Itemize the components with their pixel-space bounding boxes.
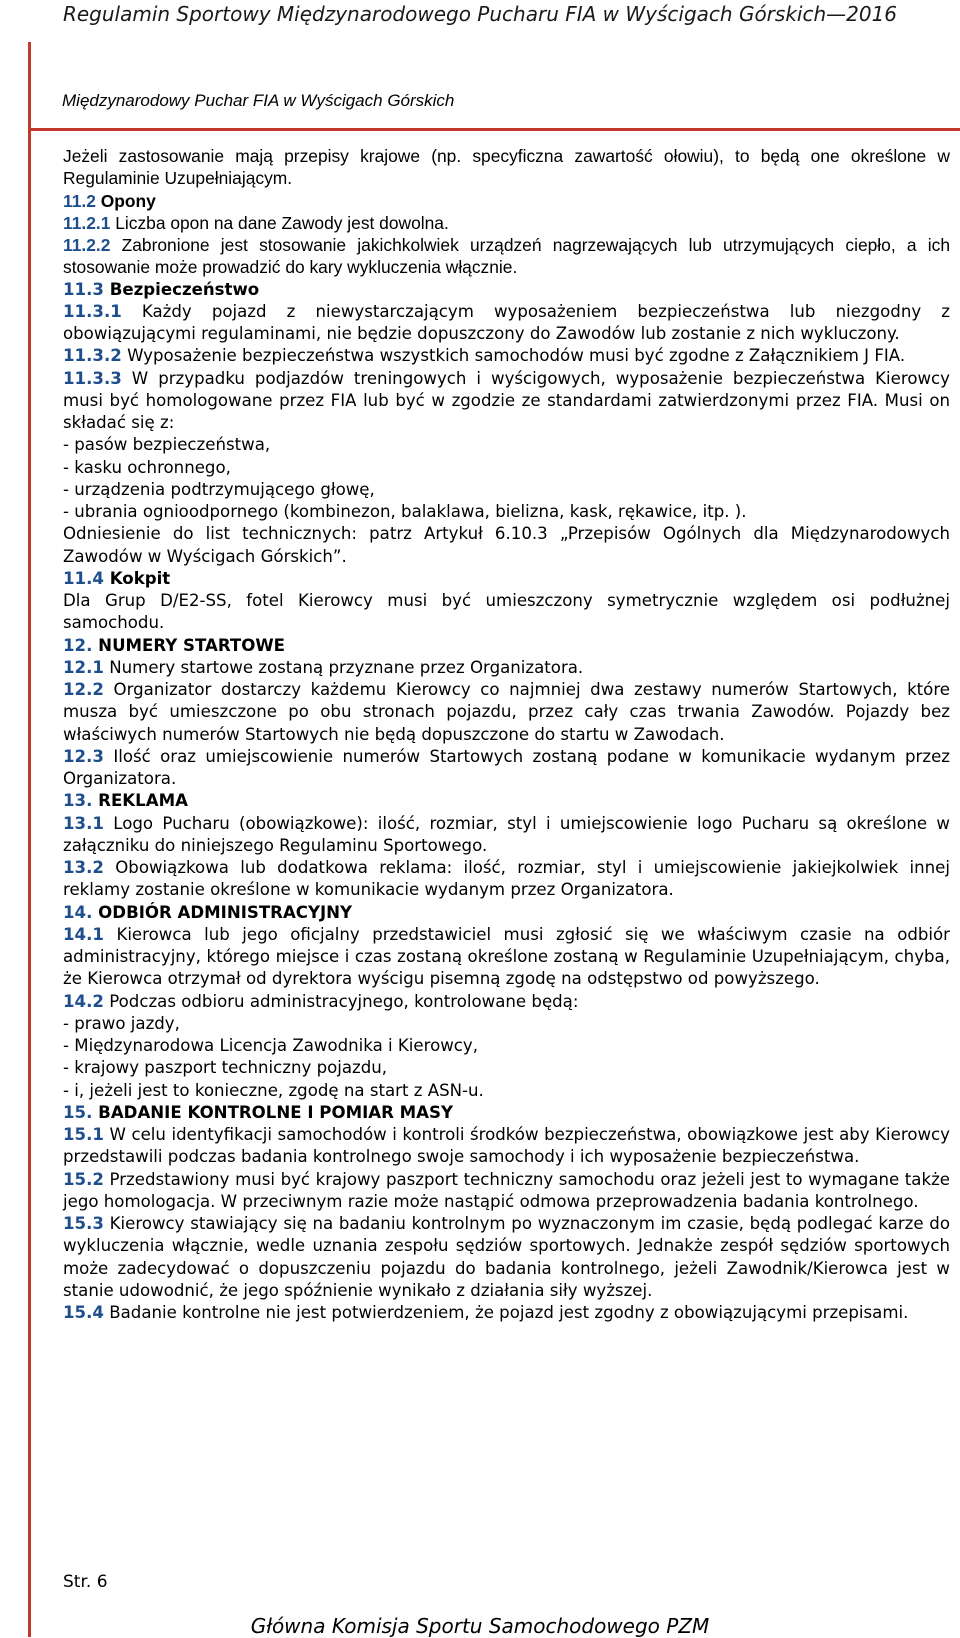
section-heading-text: NUMERY STARTOWE [92,635,285,655]
paragraph-number: 15.3 [63,1214,104,1233]
paragraph-number: 12.3 [63,746,104,766]
paragraph-text: Każdy pojazd z niewystarczającym wyposażeniem bezpieczeństwa lub niezgodny z obowiązującymi regulaminami, nie będzie dopuszczony do Zawodów lub zostanie z nich wykluczony. [63,301,950,343]
paragraph-number: 11.2.2 [63,235,111,255]
paragraph-text: Dla Grup D/E2-SS, fotel Kierowcy musi być umieszczony symetrycznie względem osi podłużnej samochodu. [63,591,950,633]
paragraph-number: 12.1 [63,657,104,677]
paragraph [63,523,950,568]
paragraph-number: 14.2 [63,991,104,1011]
header-horizontal-rule [28,128,960,131]
paragraph-text: Liczba opon na dane Zawody jest dowolna. [110,212,449,233]
paragraph [63,590,950,635]
paragraph-number: 15.1 [63,1125,104,1144]
paragraph-number: 11.4 [63,568,104,588]
paragraph-text: - ubrania ognioodpornego (kombinezon, balaklawa, bielizna, kask, rękawice, itp. ). [63,502,747,521]
section-heading-text: Opony [95,190,156,211]
numbered-paragraph [63,857,950,902]
numbered-paragraph [63,1302,950,1324]
numbered-paragraph [63,902,950,924]
section-heading-text: Bezpieczeństwo [103,279,260,299]
paragraph-text: Przedstawiony musi być krajowy paszport techniczny samochodu oraz jeżeli jest to wymagane także jego homologacja. W przeciwnym razie może nastąpić odmowa przeprowadzenia badania kontrolnego. [63,1169,950,1211]
numbered-paragraph [63,991,950,1013]
paragraph-text: Ilość oraz umiejscowienie numerów Startowych zostaną podane w komunikacie wydanym przez Organizatora. [63,746,950,788]
paragraph-number: 12. [63,635,93,655]
paragraph-text: Logo Pucharu (obowiązkowe): ilość, rozmiar, styl i umiejscowienie logo Pucharu są określone w załączniku do niniejszego Regulaminu Sportowego. [63,813,950,855]
numbered-paragraph [63,368,950,435]
paragraph-number: 14.1 [63,924,104,944]
paragraph-text: Badanie kontrolne nie jest potwierdzeniem, że pojazd jest zgodny z obowiązującymi przepisami. [103,1303,909,1322]
paragraph [63,479,950,501]
paragraph-number: 14. [63,902,93,922]
section-heading-text: Kokpit [103,568,171,588]
paragraph-text: - prawo jazdy, [63,1013,180,1033]
paragraph-text: Kierowca lub jego oficjalny przedstawiciel musi zgłosić się we właściwym czasie na odbiór administracyjny, którego miejsce i czas zostaną określone zostaną w Regulaminie Uzupełniającym, chyba, że Kierowca otrzymał od dyrektora wyścigu pisemną zgodę na odstępstwo od powyższego. [63,924,950,989]
paragraph-number: 15.2 [63,1169,104,1189]
paragraph-number: 11.2 [63,190,96,211]
paragraph [63,1057,950,1079]
numbered-paragraph [63,279,950,301]
paragraph-text: - krajowy paszport techniczny pojazdu, [63,1058,388,1078]
paragraph-text: - urządzenia podtrzymującego głowę, [63,479,375,499]
section-heading-text: REKLAMA [92,791,188,811]
paragraph-number: 11.3.1 [63,301,122,321]
paragraph-text: Podczas odbioru administracyjnego, kontrolowane będą: [103,991,579,1011]
section-subtitle: Międzynarodowy Puchar FIA w Wyścigach Górskich [62,91,455,110]
paragraph-text: - kasku ochronnego, [63,457,231,477]
document-running-title: Regulamin Sportowy Międzynarodowego Pucharu FIA w Wyścigach Górskich—2016 [62,2,898,26]
paragraph [63,434,950,456]
page-number: Str. 6 [63,1572,108,1592]
numbered-paragraph [63,301,950,346]
paragraph [63,1035,950,1057]
paragraph-text: Organizator dostarczy każdemu Kierowcy co najmniej dwa zestawy numerów Startowych, które musza być umieszczone po obu stronach pojazdu, przez cały czas trwania Zawodów. Pojazdy bez właściwych numerów Startowych nie będą dopuszczone do startu w Zawodach. [63,680,950,744]
paragraph-text: - i, jeżeli jest to konieczne, zgodę na start z ASN-u. [63,1080,484,1100]
section-heading-text: BADANIE KONTROLNE I POMIAR MASY [92,1102,453,1122]
paragraph [63,501,950,523]
paragraph-number: 13.2 [63,858,104,877]
numbered-paragraph [63,1213,950,1302]
paragraph-number: 12.2 [63,680,104,699]
numbered-paragraph [63,1169,950,1214]
numbered-paragraph [63,568,950,590]
paragraph-number: 11.3.3 [63,368,122,388]
numbered-paragraph [63,813,950,858]
numbered-paragraph [63,679,950,746]
paragraph-number: 13. [63,791,93,811]
paragraph-text: - Międzynarodowa Licencja Zawodnika i Kierowcy, [63,1036,479,1055]
numbered-paragraph [63,212,950,234]
margin-vertical-rule [28,42,31,1637]
paragraph [63,457,950,479]
numbered-paragraph [63,746,950,791]
numbered-paragraph [63,190,950,212]
numbered-paragraph [63,1124,950,1169]
paragraph-text: W przypadku podjazdów treningowych i wyścigowych, wyposażenie bezpieczeństwa Kierowcy musi być homologowane przez FIA lub być w zgodzie ze standardami zatwierdzonymi przez FIA. Musi on składać się z: [63,368,950,432]
paragraph-text: W celu identyfikacji samochodów i kontroli środków bezpieczeństwa, obowiązkowe jest aby Kierowcy przedstawili podczas badania kontrolnego swoje samochody i ich wyposażenie bezpieczeństwa. [63,1125,950,1167]
numbered-paragraph [63,1102,950,1124]
paragraph-text: Obowiązkowa lub dodatkowa reklama: ilość, rozmiar, styl i umiejscowienie jakiejkolwiek innej reklamy zostanie określone w komunikacie wydanym przez Organizatora. [63,858,950,900]
paragraph-number: 15. [63,1102,93,1122]
paragraph-number: 15.4 [63,1303,104,1322]
paragraph-text: Odniesienie do list technicznych: patrz Artykuł 6.10.3 „Przepisów Ogólnych dla Międzynarodowych Zawodów w Wyścigach Górskich”. [63,524,950,566]
paragraph [63,1013,950,1035]
paragraph-text: Jeżeli zastosowanie mają przepisy krajowe (np. specyficzna zawartość ołowiu), to będą one określone w Regulaminie Uzupełniającym. [63,146,950,189]
section-heading-text: ODBIÓR ADMINISTRACYJNY [92,902,353,922]
paragraph [63,1080,950,1102]
paragraph-number: 11.2.1 [63,212,111,233]
paragraph-number: 11.3.2 [63,346,122,366]
paragraph-number: 13.1 [63,813,104,833]
paragraph-text: Wyposażenie bezpieczeństwa wszystkich samochodów musi być zgodne z Załącznikiem J FIA. [121,346,906,366]
paragraph-text: Numery startowe zostaną przyznane przez Organizatora. [103,657,584,677]
numbered-paragraph [63,790,950,812]
numbered-paragraph [63,234,950,279]
footer-organization: Główna Komisja Sportu Samochodowego PZM [250,1614,710,1638]
paragraph-text: - pasów bezpieczeństwa, [63,435,271,455]
document-body [63,145,950,1324]
numbered-paragraph [63,924,950,991]
paragraph-text: Kierowcy stawiający się na badaniu kontrolnym po wyznaczonym im czasie, będą podlegać karze do wykluczenia włącznie, wedle uznania zespołu sędziów sportowych. Jednakże zespół sędziów sportowych może zadecydować o dopuszczeniu pojazdu do badania kontrolnego, jeżeli Zawodnik/Kierowca jest w stanie udowodnić, że jego spóźnienie wynikało z działania siły wyższej. [63,1214,950,1300]
numbered-paragraph [63,635,950,657]
numbered-paragraph [63,657,950,679]
paragraph-number: 11.3 [63,279,104,299]
paragraph [63,145,950,190]
numbered-paragraph [63,345,950,367]
paragraph-text: Zabronione jest stosowanie jakichkolwiek urządzeń nagrzewających lub utrzymujących ciepło, a ich stosowanie może prowadzić do kary wykluczenia włącznie. [63,235,950,278]
